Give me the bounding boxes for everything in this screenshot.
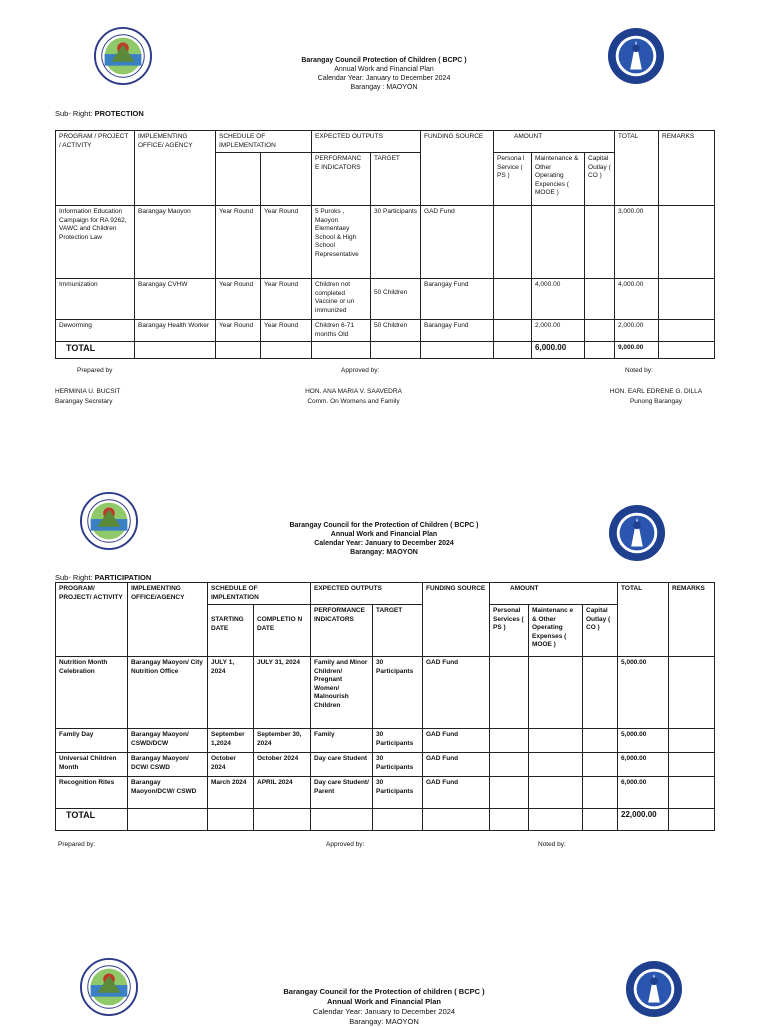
- calendar-year: Calendar Year: January to December 2024: [312, 1007, 456, 1016]
- row-mooe: 2,000.00: [532, 320, 585, 342]
- row-funding: Barangay Fund: [421, 279, 494, 320]
- calendar-year: Calendar Year: January to December 2024: [317, 75, 451, 82]
- noted-title: Punong Barangay: [629, 398, 683, 405]
- sub-right-value: PROTECTION: [94, 109, 144, 118]
- col-ps: Persona l Service ( PS ): [494, 153, 532, 206]
- row-office: Barangay Maoyon: [135, 206, 216, 279]
- row-remarks: [669, 753, 715, 777]
- row-co: [583, 729, 618, 753]
- row-ps: [490, 777, 529, 809]
- plan-title: Annual Work and Financial Plan: [330, 531, 438, 538]
- row-funding: GAD Fund: [423, 777, 490, 809]
- row-target: 30 Participants: [373, 753, 423, 777]
- col-remarks: REMARKS: [669, 583, 715, 657]
- total-label: TOTAL: [56, 809, 128, 831]
- col-program: PROGRAM / PROJECT / ACTIVITY: [56, 131, 135, 206]
- approved-signatory: [296, 387, 411, 407]
- row-end: APRIL 2024: [254, 777, 311, 809]
- approved-by-label: Approved by:: [341, 367, 380, 374]
- protection-plan-table: [55, 130, 715, 359]
- calendar-year: Calendar Year: January to December 2024: [314, 540, 454, 547]
- row-target: 30 Participants: [373, 729, 423, 753]
- row-remarks: [659, 206, 715, 279]
- row-total: 3,000.00: [615, 206, 659, 279]
- row-total: 5,000.00: [618, 657, 669, 729]
- table-row: [56, 657, 715, 729]
- col-total: TOTAL: [615, 131, 659, 206]
- table-row: [56, 753, 715, 777]
- row-office: Barangay Maoyon/DCW/ CSWD: [128, 777, 208, 809]
- barangay-name: Barangay : MAOYON: [350, 84, 418, 91]
- noted-by-label: Noted by:: [625, 367, 653, 374]
- row-program: Information Education Campaign for RA 9262, VAWC and Children Protection Law: [56, 206, 135, 279]
- row-co: [583, 753, 618, 777]
- row-co: [585, 279, 615, 320]
- row-end: Year Round: [261, 279, 312, 320]
- row-indicator: Family: [311, 729, 373, 753]
- row-target: 30 Participants: [373, 777, 423, 809]
- row-ps: [494, 279, 532, 320]
- row-end: September 30, 2024: [254, 729, 311, 753]
- row-funding: GAD Fund: [421, 206, 494, 279]
- table-row: [56, 729, 715, 753]
- sub-right: [55, 573, 151, 582]
- plan-header: [0, 987, 768, 1027]
- prepared-by-label: Prepared by:: [58, 841, 96, 848]
- row-target: 50 Children: [371, 279, 421, 320]
- row-start: October 2024: [208, 753, 254, 777]
- col-expected: EXPECTED OUTPUTS: [311, 583, 423, 605]
- col-mooe: Maintenanc e & Other Operating Expenses ( MOOE ): [529, 605, 583, 657]
- table-row: [56, 777, 715, 809]
- col-expected: EXPECTED OUTPUTS: [312, 131, 421, 153]
- approved-name: HON. ANA MARIA V. SAAVEDRA: [305, 388, 402, 395]
- row-co: [583, 777, 618, 809]
- col-co: Capital Outlay ( CO ): [583, 605, 618, 657]
- total-total: 22,000.00: [618, 809, 669, 831]
- row-start: Year Round: [216, 206, 261, 279]
- row-funding: GAD Fund: [423, 657, 490, 729]
- row-program: Family Day: [56, 729, 128, 753]
- row-remarks: [659, 320, 715, 342]
- col-schedule: SCHEDULE OF IMPLENTATION: [208, 583, 311, 605]
- col-indicators: PERFORMANC E INDICATORS: [312, 153, 371, 206]
- row-total: 6,000.00: [618, 753, 669, 777]
- row-mooe: [529, 753, 583, 777]
- row-total: 5,000.00: [618, 729, 669, 753]
- col-office: IMPLEMENTING OFFICE/ AGENCY: [135, 131, 216, 206]
- total-total: 9,000.00: [615, 342, 659, 359]
- col-target: TARGET: [373, 605, 423, 657]
- council-title: Barangay Council Protection of Children ( BCPC ): [301, 57, 467, 64]
- col-amount: AMOUNT: [490, 583, 618, 605]
- table-row: [56, 320, 715, 342]
- row-program: Universal Children Month: [56, 753, 128, 777]
- barangay-name: Barangay: MAOYON: [350, 549, 418, 556]
- row-indicator: 5 Puroks , Maoyon Elementaey School & High School Representative: [312, 206, 371, 279]
- row-mooe: 4,000.00: [532, 279, 585, 320]
- col-mooe: Maintenance & Other Operating Expencies ( MOOE ): [532, 153, 585, 206]
- row-remarks: [669, 777, 715, 809]
- row-indicator: Children 6-71 months Old: [312, 320, 371, 342]
- col-starting: STARTING DATE: [208, 605, 254, 657]
- row-start: Year Round: [216, 320, 261, 342]
- col-target: TARGET: [371, 153, 421, 206]
- row-ps: [490, 729, 529, 753]
- row-start: JULY 1, 2024: [208, 657, 254, 729]
- council-title: Barangay Council for the Protection of children ( BCPC ): [283, 987, 485, 996]
- sub-right-value: PARTICIPATION: [94, 573, 152, 582]
- row-end: October 2024: [254, 753, 311, 777]
- row-indicator: Children not completed Vaccine or un immunized: [312, 279, 371, 320]
- plan-title: Annual Work and Financial Plan: [334, 66, 434, 73]
- row-start: September 1,2024: [208, 729, 254, 753]
- total-label: TOTAL: [56, 342, 135, 359]
- row-co: [583, 657, 618, 729]
- row-total: 2,000.00: [615, 320, 659, 342]
- row-remarks: [659, 279, 715, 320]
- noted-name: HON. EARL EDRENE G. DILLA: [609, 388, 703, 395]
- plan-title: Annual Work and Financial Plan: [326, 997, 442, 1006]
- row-total: 6,000.00: [618, 777, 669, 809]
- total-row: [56, 342, 715, 359]
- row-target: 30 Participants: [373, 657, 423, 729]
- noted-signatory: [600, 387, 712, 407]
- row-co: [585, 320, 615, 342]
- barangay-name: Barangay: MAOYON: [349, 1017, 419, 1026]
- col-co: Capital Outlay ( CO ): [585, 153, 615, 206]
- council-title: Barangay Council for the Protection of Children ( BCPC ): [289, 522, 479, 529]
- table-row: [56, 206, 715, 279]
- row-mooe: [529, 777, 583, 809]
- row-ps: [494, 206, 532, 279]
- prepared-name: HERMINIA U. BUCSIT: [55, 388, 121, 395]
- row-mooe: [529, 657, 583, 729]
- row-indicator: Day care Student/ Parent: [311, 777, 373, 809]
- col-funding: FUNDING SOURCE: [421, 131, 494, 206]
- row-office: Barangay Maoyon/ City Nutrition Office: [128, 657, 208, 729]
- row-program: Recognition Rites: [56, 777, 128, 809]
- total-mooe: [529, 809, 583, 831]
- row-end: JULY 31, 2024: [254, 657, 311, 729]
- row-office: Barangay Health Worker: [135, 320, 216, 342]
- plan-header: [0, 56, 768, 92]
- prepared-title: Barangay Secretary: [55, 398, 113, 405]
- row-funding: Barangay Fund: [421, 320, 494, 342]
- row-office: Barangay CVHW: [135, 279, 216, 320]
- col-completion: COMPLETIO N DATE: [254, 605, 311, 657]
- prepared-by-label: Prepared by: [77, 367, 113, 374]
- sub-right-label: Sub- Right:: [55, 573, 93, 582]
- sub-right: [55, 109, 144, 118]
- row-remarks: [669, 729, 715, 753]
- approved-by-label: Approved by:: [326, 841, 365, 848]
- col-total: TOTAL: [618, 583, 669, 657]
- plan-header: [0, 521, 768, 557]
- total-mooe: 6,000.00: [532, 342, 585, 359]
- col-amount: AMOUNT: [494, 131, 615, 153]
- row-program: Deworming: [56, 320, 135, 342]
- row-total: 4,000.00: [615, 279, 659, 320]
- row-start: Year Round: [216, 279, 261, 320]
- row-mooe: [532, 206, 585, 279]
- row-office: Barangay Maoyon/ CSWD/DCW: [128, 729, 208, 753]
- row-indicator: Day care Student: [311, 753, 373, 777]
- total-row: [56, 809, 715, 831]
- row-co: [585, 206, 615, 279]
- participation-plan-table: [55, 582, 715, 831]
- prepared-signatory: [55, 387, 120, 407]
- row-end: Year Round: [261, 206, 312, 279]
- col-remarks: REMARKS: [659, 131, 715, 206]
- row-mooe: [529, 729, 583, 753]
- row-office: Barangay Maoyon/ DCW/ CSWD: [128, 753, 208, 777]
- table-row: [56, 279, 715, 320]
- col-office: IMPLEMENTING OFFICE/AGENCY: [128, 583, 208, 657]
- row-program: Nutrition Month Celebration: [56, 657, 128, 729]
- row-end: Year Round: [261, 320, 312, 342]
- row-program: Immunization: [56, 279, 135, 320]
- row-ps: [490, 753, 529, 777]
- col-program: PROGRAM/ PROJECT/ ACTIVITY: [56, 583, 128, 657]
- row-indicator: Family and Minor Children/ Pregnant Women/ Malnourish Children: [311, 657, 373, 729]
- sub-right-label: Sub- Right:: [55, 109, 93, 118]
- approved-title: Comm. On Womens and Family: [307, 398, 400, 405]
- noted-by-label: Noted by:: [538, 841, 566, 848]
- row-target: 30 Participants: [371, 206, 421, 279]
- row-target: 50 Children: [371, 320, 421, 342]
- row-funding: GAD Fund: [423, 729, 490, 753]
- col-ps: Personal Services ( PS ): [490, 605, 529, 657]
- col-schedule: SCHEDULE OF IMPLEMENTATION: [216, 131, 312, 153]
- col-indicators: PERFORMANCE INDICATORS: [311, 605, 373, 657]
- row-funding: GAD Fund: [423, 753, 490, 777]
- row-ps: [490, 657, 529, 729]
- row-remarks: [669, 657, 715, 729]
- col-funding: FUNDING SOURCE: [423, 583, 490, 657]
- row-ps: [494, 320, 532, 342]
- row-start: March 2024: [208, 777, 254, 809]
